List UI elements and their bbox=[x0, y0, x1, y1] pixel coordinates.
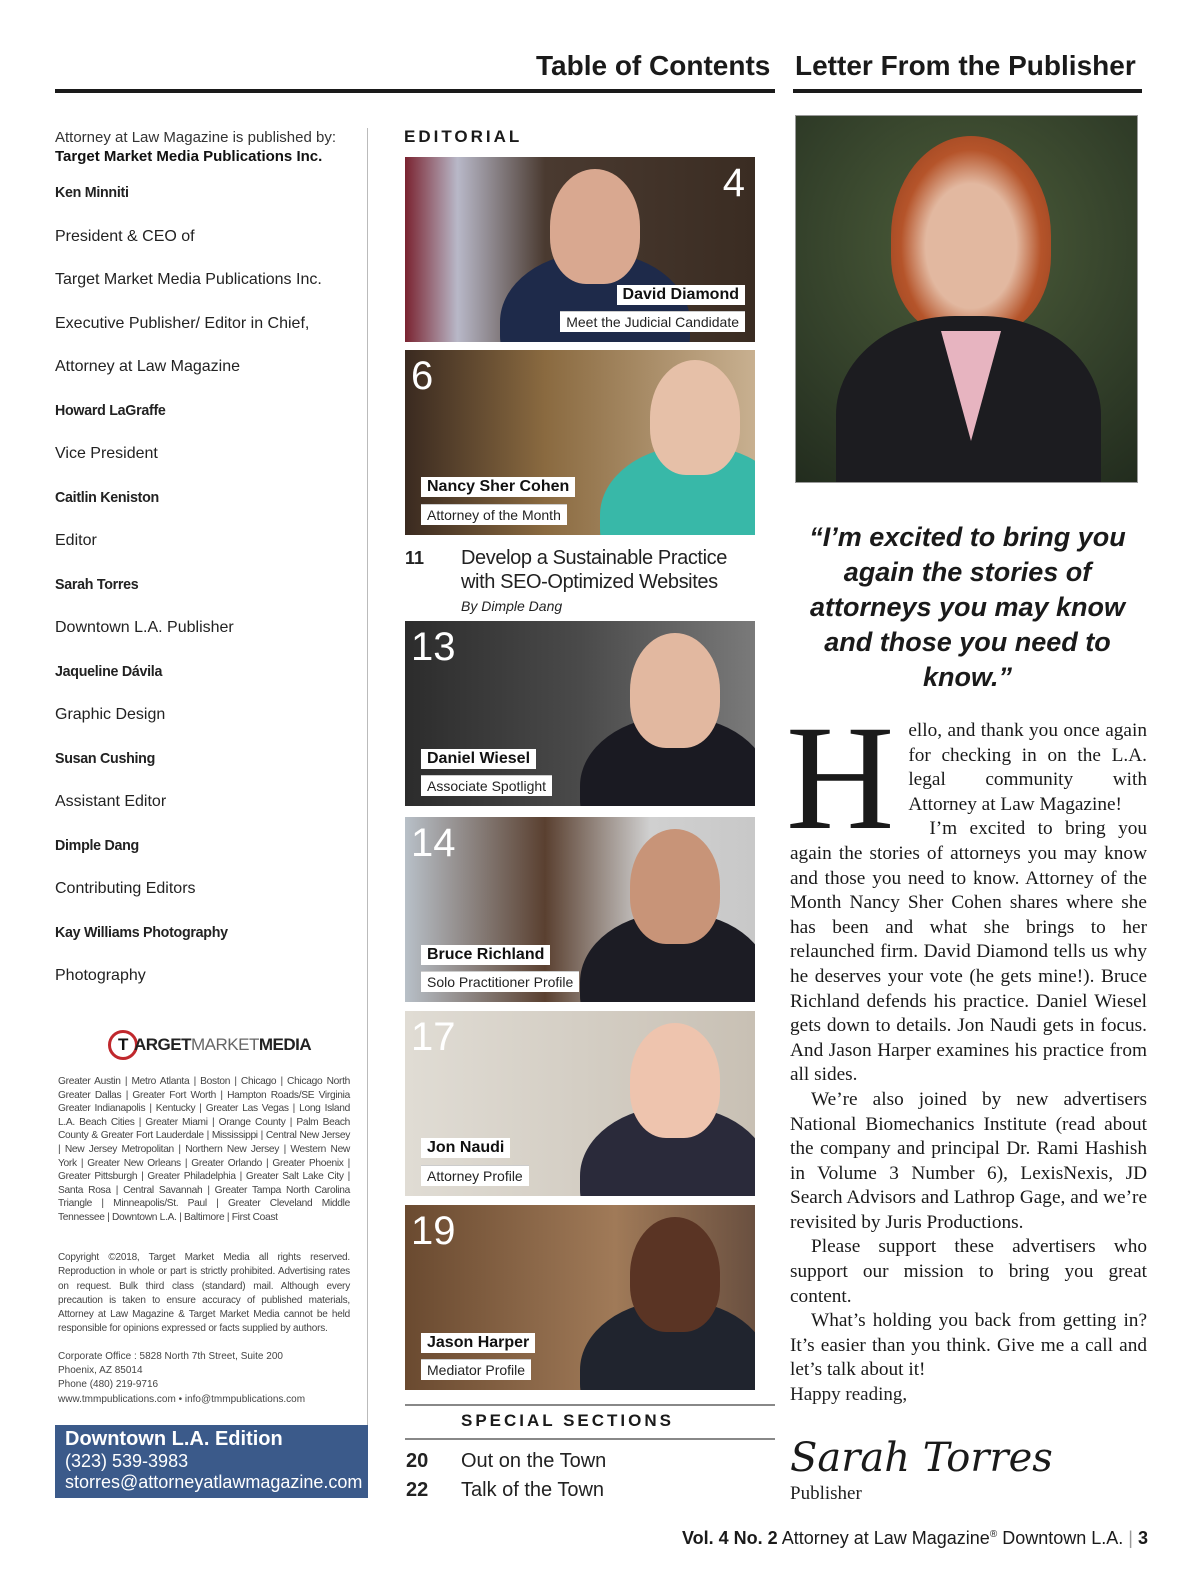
closing: Happy reading, bbox=[790, 1384, 908, 1405]
logo-part: MEDIA bbox=[258, 1035, 312, 1054]
card-subtitle: Mediator Profile bbox=[421, 1359, 531, 1380]
letter-body bbox=[786, 695, 1147, 1383]
column-divider bbox=[367, 128, 368, 1428]
staff-role: Target Market Media Publications Inc. bbox=[55, 271, 322, 288]
magazine-name: Attorney at Law Magazine bbox=[781, 1528, 990, 1548]
logo-part: MARKET bbox=[191, 1035, 259, 1054]
edition-email[interactable]: storres@attorneyatlawmagazine.com bbox=[65, 1472, 363, 1492]
separator: | bbox=[1128, 1528, 1133, 1548]
article-byline: By Dimple Dang bbox=[461, 598, 563, 614]
staff-role: Photography bbox=[55, 967, 146, 984]
staff-role: Executive Publisher/ Editor in Chief, bbox=[55, 314, 310, 332]
publisher-company: Target Market Media Publications Inc. bbox=[55, 148, 323, 165]
staff-role: President & CEO of bbox=[55, 227, 195, 245]
page-number: 17 bbox=[411, 1015, 456, 1059]
divider bbox=[405, 1438, 775, 1440]
registered-mark: ® bbox=[989, 1529, 998, 1540]
card-subtitle: Solo Practitioner Profile bbox=[421, 971, 579, 992]
staff-name: Caitlin Keniston bbox=[55, 488, 159, 506]
card-name: Daniel Wiesel bbox=[421, 749, 536, 769]
masthead bbox=[55, 128, 355, 984]
article-title[interactable]: Develop a Sustainable Practice with SEO-Optimized Websites bbox=[461, 547, 727, 593]
person-face bbox=[630, 829, 720, 944]
page-number: 3 bbox=[1137, 1528, 1148, 1548]
toc-heading: Table of Contents bbox=[536, 50, 771, 81]
page-number: 13 bbox=[411, 625, 456, 669]
card-subtitle: Meet the Judicial Candidate bbox=[560, 311, 745, 332]
article-page-number: 11 bbox=[405, 548, 425, 568]
person-face bbox=[650, 360, 740, 475]
staff-name: Kay Williams Photography bbox=[55, 923, 228, 941]
toc-card[interactable] bbox=[405, 817, 755, 1002]
staff-role: Vice President bbox=[55, 445, 158, 462]
staff-name: Ken Minniti bbox=[55, 184, 129, 201]
copyright: Copyright ©2018, Target Market Media all rights reserved. Reproduction in whole or part is strictly prohibited. Advertising rates on request. Bulk third class (standard) mail. Although every precaution is taken to ensure accuracy of published materials, Attorney at Law Magazine & Target Market Media cannot be held responsible for opinions expressed or facts supplied by authors. bbox=[58, 1252, 350, 1335]
card-name: David Diamond bbox=[617, 285, 745, 305]
page-number: 4 bbox=[722, 161, 745, 205]
signature: Sarah Torres bbox=[790, 1435, 1053, 1481]
staff-name: Susan Cushing bbox=[55, 749, 156, 767]
edition-name: Downtown L.A. bbox=[1002, 1528, 1124, 1548]
staff-role: Contributing Editors bbox=[55, 880, 196, 897]
toc-card[interactable] bbox=[405, 350, 755, 535]
person-face bbox=[550, 169, 640, 284]
card-name: Jason Harper bbox=[421, 1333, 535, 1353]
card-name: Jon Naudi bbox=[421, 1138, 510, 1158]
address-line: www.tmmpublications.com • info@tmmpublications.com bbox=[58, 1393, 306, 1405]
drop-cap: H bbox=[786, 695, 895, 861]
city-list: Greater Austin | Metro Atlanta | Boston | Chicago | Chicago North Greater Dallas | Greater Fort Worth | Hampton Roads/SE Virginia Greater Indianapolis | Kentucky | Greater Las Vegas | Long Island L.A. Beach Cities | Greater Miami | Orange County | Palm Beach County & Greater Fort Lauderdale | Mississippi | Central New Jersey | New Jersey Metropolitan | Northern New Jersey | Western New York | Greater New Orleans | Greater Orlando | Greater Phoenix | Greater Pittsburgh | Greater Philadelphia | Greater Salt Lake City | Santa Rosa | Central Savannah | Greater Tampa North Carolina Triangle | Minneapolis/St. Paul | Greater Cleveland Middle Tennessee | Downtown L.A. | Baltimore | First Coast bbox=[58, 1076, 350, 1223]
toc-card[interactable] bbox=[405, 621, 755, 806]
edition-title: Downtown L.A. Edition bbox=[65, 1428, 283, 1450]
special-page-number: 22 bbox=[406, 1479, 429, 1501]
staff-name: Howard LaGraffe bbox=[55, 401, 166, 419]
staff-role: Attorney at Law Magazine bbox=[55, 358, 240, 375]
staff-role: Downtown L.A. Publisher bbox=[55, 619, 234, 636]
edition-box bbox=[55, 1425, 368, 1498]
toc-card[interactable] bbox=[405, 1011, 755, 1196]
page-number: 6 bbox=[411, 354, 434, 398]
special-item-title[interactable]: Talk of the Town bbox=[461, 1479, 605, 1501]
signature-title: Publisher bbox=[790, 1483, 862, 1504]
staff-name: Sarah Torres bbox=[55, 575, 139, 593]
person-face bbox=[630, 633, 720, 748]
published-by bbox=[55, 128, 355, 166]
letter-paragraph: I’m excited to bring you again the stories of attorneys you may know and those you need to know. Attorney of the Month Nancy Sher Cohen shares where she has been and what she brings to her relaunched firm. David Diamond tells us why he deserves your vote (he gets mine!). Bruce Richland defends his practice. Daniel Wiesel gets down to details. Jon Naudi gets in focus. And Jason Harper examines his practice from all sides. bbox=[790, 818, 1147, 1086]
letter-heading: Letter From the Publisher bbox=[795, 50, 1136, 81]
special-item-title[interactable]: Out on the Town bbox=[461, 1450, 607, 1472]
letter-rule bbox=[793, 89, 1142, 93]
page-number: 19 bbox=[411, 1209, 456, 1253]
person-face bbox=[630, 1217, 720, 1332]
divider bbox=[405, 1404, 775, 1406]
logo-mark: T bbox=[108, 1030, 138, 1060]
card-subtitle: Attorney of the Month bbox=[421, 504, 567, 525]
logo-part: ARGET bbox=[134, 1035, 191, 1054]
letter-paragraph: What’s holding you back from getting in? It’s easier than you think. Give me a call and let’s talk about it! bbox=[790, 1310, 1147, 1381]
edition-phone: (323) 539-3983 bbox=[65, 1451, 189, 1471]
page-footer bbox=[682, 1528, 1148, 1549]
card-subtitle: Attorney Profile bbox=[421, 1165, 529, 1186]
page-number: 14 bbox=[411, 821, 456, 865]
editorial-heading: EDITORIAL bbox=[404, 127, 523, 146]
person-face bbox=[630, 1023, 720, 1138]
publisher-photo bbox=[795, 115, 1138, 483]
letter-paragraph: Please support these advertisers who support our mission to bring you great content. bbox=[790, 1236, 1147, 1307]
volume: Vol. 4 No. 2 bbox=[681, 1528, 778, 1548]
staff-role: Editor bbox=[55, 532, 97, 549]
address-line: Corporate Office : 5828 North 7th Street, Suite 200 bbox=[58, 1351, 283, 1362]
card-name: Nancy Sher Cohen bbox=[421, 477, 575, 497]
staff-role: Graphic Design bbox=[55, 706, 166, 723]
staff-role: Assistant Editor bbox=[55, 793, 167, 810]
toc-card[interactable] bbox=[405, 1205, 755, 1390]
toc-rule bbox=[55, 89, 775, 93]
published-by-text: Attorney at Law Magazine is published by: bbox=[55, 129, 336, 146]
special-page-number: 20 bbox=[406, 1450, 429, 1472]
special-sections-heading: SPECIAL SECTIONS bbox=[461, 1411, 674, 1430]
staff-name: Jaqueline Dávila bbox=[55, 662, 163, 680]
staff-name: Dimple Dang bbox=[55, 836, 139, 854]
address-line: Phone (480) 219-9716 bbox=[58, 1379, 159, 1391]
target-market-media-logo bbox=[108, 1030, 311, 1060]
letter-paragraph: ello, and thank you once again for checking in on the L.A. legal community with Attorney at Law Magazine! bbox=[908, 720, 1147, 815]
card-subtitle: Associate Spotlight bbox=[421, 775, 552, 796]
address-line: Phoenix, AZ 85014 bbox=[58, 1365, 143, 1377]
pull-quote: “I’m excited to bring you again the stories of attorneys you may know and those you need to know.” bbox=[809, 522, 1126, 692]
toc-card[interactable] bbox=[405, 157, 755, 342]
corporate-address bbox=[58, 1350, 305, 1407]
letter-paragraph: We’re also joined by new advertisers National Biomechanics Institute (read about the company and principal Dr. Rami Hashish in Volume 3 Number 6), LexisNexis, JD Search Advisors and Lathrop Gage, and we’re revisited by Juris Productions. bbox=[790, 1088, 1147, 1233]
card-name: Bruce Richland bbox=[421, 945, 550, 965]
